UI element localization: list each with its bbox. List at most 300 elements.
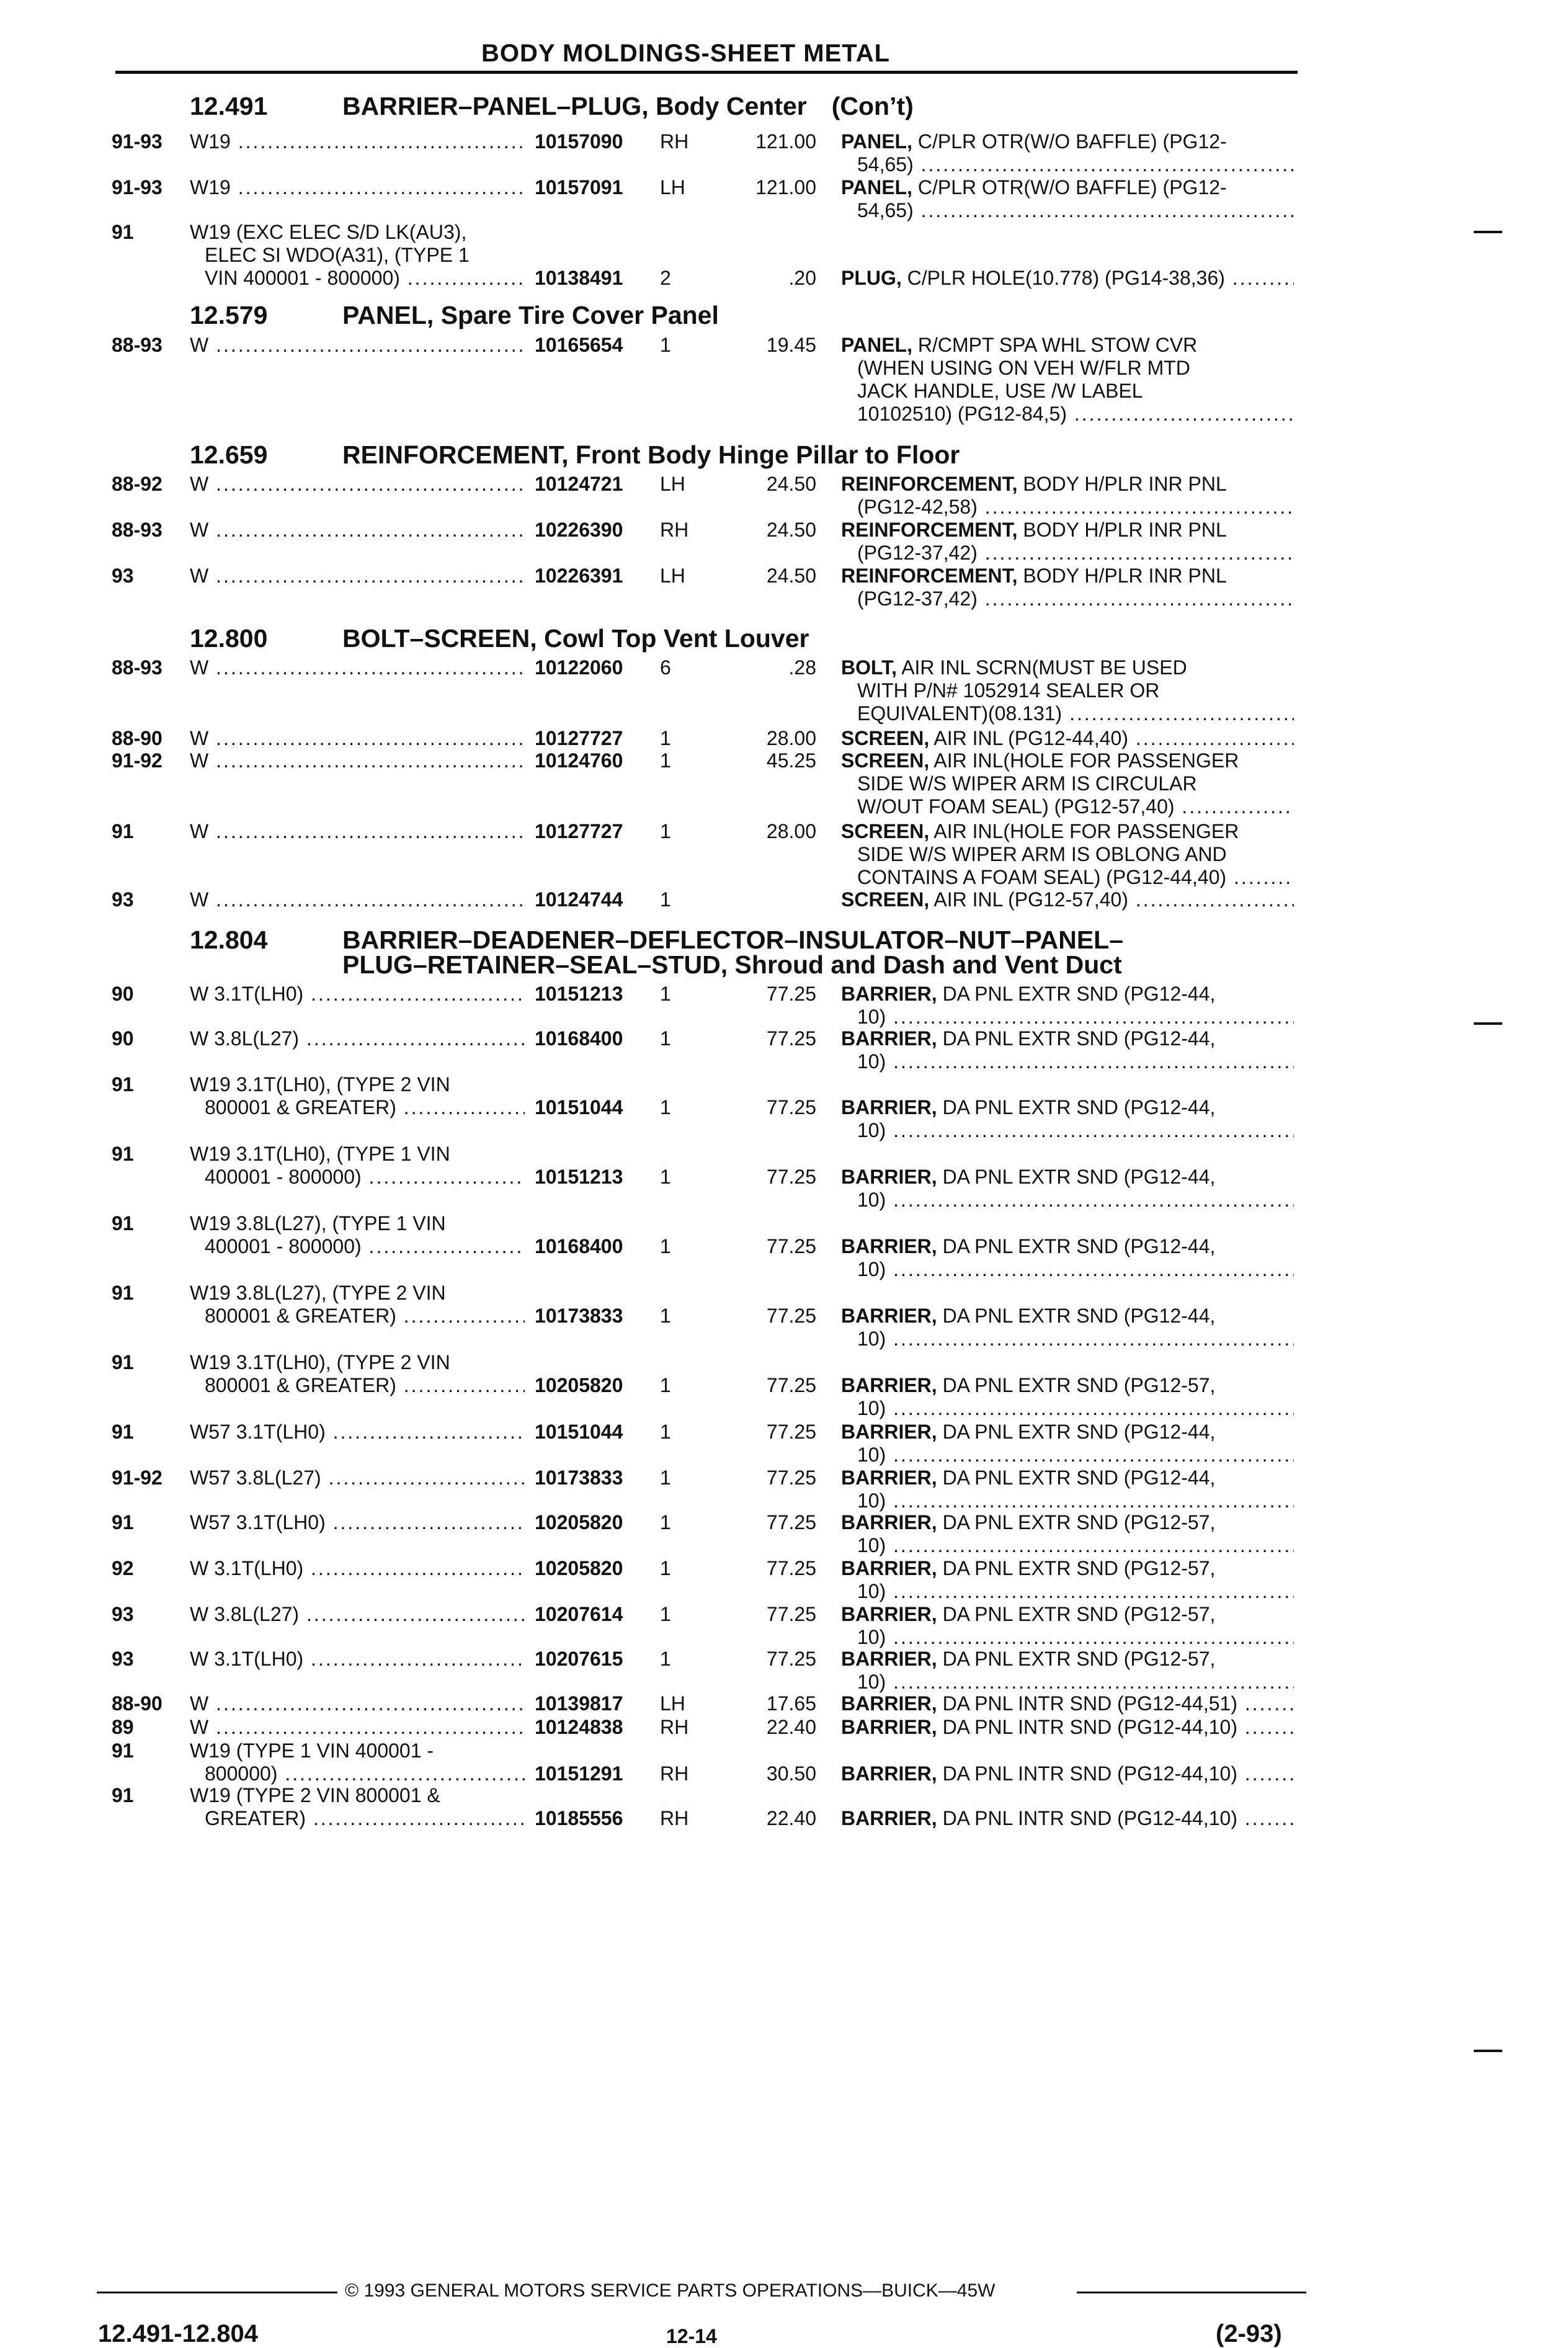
- quantity: LH: [660, 176, 685, 199]
- part-number: 10127727: [535, 727, 623, 749]
- model-line: W 3.1T(LH0) .....: [190, 983, 525, 1006]
- model-application: [190, 1282, 525, 1328]
- description-text: DA PNL EXTR SND (PG12-44,: [942, 1235, 1216, 1257]
- description-noun: BARRIER,: [841, 1807, 937, 1829]
- quantity: RH: [660, 1807, 689, 1829]
- quantity: 1: [660, 1511, 671, 1533]
- description-line: (WHEN USING ON VEH W/FLR MTD: [857, 357, 1190, 379]
- quantity: 6: [660, 656, 671, 679]
- description-line: 10) .....: [841, 1006, 1294, 1029]
- description-noun: PANEL,: [841, 334, 912, 356]
- model-years: 91: [112, 1784, 134, 1806]
- part-number: 10207614: [535, 1603, 623, 1625]
- model-line: W .....: [190, 888, 525, 911]
- model-application: [190, 334, 525, 357]
- model-years: 89: [112, 1716, 134, 1738]
- model-application: [190, 176, 525, 199]
- model-years: 93: [112, 565, 134, 587]
- quantity: RH: [660, 519, 689, 541]
- quantity: RH: [660, 1762, 689, 1785]
- price: 77.25: [766, 1166, 816, 1188]
- description-text: DA PNL EXTR SND (PG12-57,: [942, 1648, 1216, 1670]
- price: 77.25: [766, 1235, 816, 1257]
- model-line: W 3.8L(L27) .....: [190, 1603, 525, 1626]
- description-line: W/OUT FOAM SEAL) (PG12-57,40) .....: [841, 795, 1294, 818]
- quantity: 1: [660, 749, 671, 772]
- part-number: 10151044: [535, 1096, 623, 1118]
- description-line: [841, 1648, 1294, 1671]
- quantity: LH: [660, 1692, 685, 1715]
- description-line: [841, 267, 1294, 290]
- quantity: 1: [660, 1421, 671, 1443]
- price: 77.25: [766, 1421, 816, 1443]
- price: 77.25: [766, 983, 816, 1005]
- description-text: DA PNL EXTR SND (PG12-57,: [942, 1374, 1216, 1396]
- model-application: [190, 1212, 525, 1258]
- quantity: 1: [660, 1235, 671, 1257]
- description-noun: REINFORCEMENT,: [841, 565, 1018, 587]
- description-noun: REINFORCEMENT,: [841, 519, 1018, 541]
- part-description: [841, 267, 1294, 290]
- description-line: [841, 1603, 1294, 1626]
- part-description: [841, 176, 1294, 222]
- description-line: 10) .....: [841, 1328, 1294, 1350]
- part-description: [841, 1692, 1294, 1715]
- model-line: W .....: [190, 820, 525, 843]
- part-number: 10124744: [535, 888, 623, 911]
- footer-page-number: 12-14: [666, 2325, 717, 2347]
- footer-section-range: 12.491-12.804: [98, 2320, 259, 2347]
- description-text: AIR INL(HOLE FOR PASSENGER: [933, 820, 1239, 842]
- part-description: [841, 1807, 1294, 1830]
- model-line: W .....: [190, 656, 525, 679]
- description-noun: BARRIER,: [841, 1511, 937, 1533]
- model-line: W .....: [190, 749, 525, 772]
- description-line: [841, 334, 1294, 357]
- section-title: PANEL, Spare Tire Cover Panel: [342, 301, 719, 329]
- description-line: [841, 1807, 1294, 1830]
- description-text: DA PNL EXTR SND (PG12-44,: [942, 1421, 1216, 1443]
- footer-rule-right: [1077, 2292, 1306, 2293]
- model-application: [190, 1692, 525, 1715]
- model-line: W .....: [190, 334, 525, 357]
- model-application: [190, 1784, 525, 1830]
- part-number: 10168400: [535, 1027, 623, 1050]
- model-years: 91: [112, 1212, 134, 1234]
- part-number: 10138491: [535, 267, 623, 289]
- margin-mark: [1474, 2050, 1502, 2052]
- model-application: [190, 1351, 525, 1397]
- description-noun: BARRIER,: [841, 1421, 937, 1443]
- part-description: [841, 1027, 1294, 1073]
- description-text: DA PNL INTR SND (PG12-44,10): [942, 1716, 1237, 1738]
- description-line: 10) .....: [841, 1580, 1294, 1603]
- model-years: 91: [112, 221, 134, 243]
- price: 24.50: [766, 473, 816, 495]
- description-noun: PANEL,: [841, 130, 912, 153]
- quantity: 1: [660, 1557, 671, 1579]
- section-heading: [190, 624, 809, 653]
- price: 24.50: [766, 565, 816, 587]
- model-years: 93: [112, 1648, 134, 1670]
- description-line: JACK HANDLE, USE /W LABEL: [857, 380, 1143, 402]
- section-continued: (Con’t): [831, 92, 914, 120]
- description-line: 54,65) .....: [841, 199, 1294, 222]
- price: 45.25: [766, 749, 816, 772]
- quantity: RH: [660, 1716, 689, 1738]
- part-number: 10122060: [535, 656, 623, 679]
- model-years: 91: [112, 1421, 134, 1443]
- description-line: [841, 820, 1294, 843]
- model-years: 91-93: [112, 176, 163, 199]
- model-line: W .....: [190, 727, 525, 750]
- model-years: 88-93: [112, 656, 163, 679]
- part-number: 10127727: [535, 820, 623, 842]
- price: 19.45: [766, 334, 816, 356]
- description-line: (PG12-42,58) .....: [841, 496, 1294, 519]
- model-years: 90: [112, 1027, 134, 1050]
- model-years: 91: [112, 1739, 134, 1762]
- part-description: [841, 130, 1294, 176]
- price: 77.25: [766, 1466, 816, 1489]
- model-application: [190, 130, 525, 153]
- model-years: 91-93: [112, 130, 163, 153]
- model-application: [190, 1466, 525, 1489]
- description-line: [841, 1692, 1294, 1715]
- model-years: 93: [112, 888, 134, 911]
- model-application: [190, 473, 525, 496]
- part-description: [841, 656, 1294, 725]
- model-line: W .....: [190, 1716, 525, 1739]
- part-description: [841, 727, 1294, 750]
- description-line: SIDE W/S WIPER ARM IS CIRCULAR: [857, 772, 1197, 795]
- price: 121.00: [755, 176, 816, 199]
- part-description: [841, 1305, 1294, 1350]
- page-title: BODY MOLDINGS-SHEET METAL: [481, 40, 891, 67]
- description-line: [841, 749, 1294, 772]
- section-number: 12.804: [190, 926, 268, 954]
- model-line: 800001 & GREATER) .....: [190, 1374, 525, 1397]
- description-line: [841, 888, 1294, 911]
- part-number: 10226391: [535, 565, 623, 587]
- model-application: [190, 519, 525, 542]
- model-line: W19 .....: [190, 130, 525, 153]
- description-text: DA PNL EXTR SND (PG12-57,: [942, 1603, 1216, 1625]
- description-noun: SCREEN,: [841, 820, 930, 842]
- description-text: AIR INL(HOLE FOR PASSENGER: [933, 749, 1239, 772]
- part-description: [841, 888, 1294, 911]
- model-years: 88-93: [112, 519, 163, 541]
- part-description: [841, 749, 1294, 818]
- description-noun: BARRIER,: [841, 1096, 937, 1118]
- price: 77.25: [766, 1096, 816, 1118]
- part-number: 10205820: [535, 1511, 623, 1533]
- description-line: 54,65) .....: [841, 153, 1294, 176]
- part-number: 10207615: [535, 1648, 623, 1670]
- description-noun: BARRIER,: [841, 1603, 937, 1625]
- margin-mark: [1474, 231, 1502, 233]
- description-noun: BARRIER,: [841, 983, 937, 1005]
- model-line: 400001 - 800000) .....: [190, 1166, 525, 1189]
- model-line: W19 3.1T(LH0), (TYPE 1 VIN: [190, 1143, 450, 1165]
- description-line: CONTAINS A FOAM SEAL) (PG12-44,40) .....: [841, 866, 1294, 889]
- section-number: 12.491: [190, 92, 268, 120]
- description-text: DA PNL INTR SND (PG12-44,51): [942, 1692, 1237, 1715]
- model-years: 91: [112, 1511, 134, 1533]
- quantity: 1: [660, 1648, 671, 1670]
- quantity: LH: [660, 565, 685, 587]
- section-title: REINFORCEMENT, Front Body Hinge Pillar to Floor: [342, 440, 960, 469]
- model-years: 88-90: [112, 1692, 163, 1715]
- model-line: W19 (TYPE 1 VIN 400001 -: [190, 1739, 434, 1762]
- part-number: 10165654: [535, 334, 623, 356]
- description-line: [841, 1305, 1294, 1328]
- model-line: 400001 - 800000) .....: [190, 1235, 525, 1258]
- model-line: 800000) .....: [190, 1762, 525, 1785]
- description-line: [841, 130, 1294, 153]
- model-years: 91: [112, 1073, 134, 1096]
- model-application: [190, 1557, 525, 1580]
- price: 77.25: [766, 1648, 816, 1670]
- part-description: [841, 1603, 1294, 1649]
- part-number: 10185556: [535, 1807, 623, 1829]
- description-line: 10) .....: [841, 1671, 1294, 1694]
- model-line: W19 (EXC ELEC S/D LK(AU3),: [190, 221, 467, 243]
- description-text: C/PLR OTR(W/O BAFFLE) (PG12-: [917, 176, 1227, 199]
- description-noun: BARRIER,: [841, 1716, 937, 1738]
- part-number: 10151213: [535, 983, 623, 1005]
- model-application: [190, 820, 525, 843]
- description-line: WITH P/N# 1052914 SEALER OR: [857, 679, 1160, 702]
- quantity: 1: [660, 983, 671, 1005]
- model-application: [190, 221, 525, 290]
- price: .28: [788, 656, 816, 679]
- description-line: [841, 1421, 1294, 1444]
- model-line: W57 3.8L(L27) .....: [190, 1466, 525, 1489]
- description-text: DA PNL INTR SND (PG12-44,10): [942, 1807, 1237, 1829]
- model-years: 88-93: [112, 334, 163, 356]
- model-application: [190, 983, 525, 1006]
- quantity: 1: [660, 1305, 671, 1327]
- margin-mark: [1474, 1022, 1502, 1025]
- description-text: AIR INL (PG12-57,40): [933, 888, 1128, 911]
- description-noun: BARRIER,: [841, 1166, 937, 1188]
- price: 77.25: [766, 1603, 816, 1625]
- description-text: DA PNL EXTR SND (PG12-44,: [942, 1466, 1216, 1489]
- price: 22.40: [766, 1716, 816, 1738]
- section-title-line1: BARRIER–DEADENER–DEFLECTOR–INSULATOR–NUT–PANEL–: [342, 926, 1124, 954]
- quantity: 1: [660, 1374, 671, 1396]
- price: 30.50: [766, 1762, 816, 1785]
- description-line: [841, 1027, 1294, 1050]
- model-application: [190, 749, 525, 772]
- quantity: 1: [660, 1096, 671, 1118]
- description-text: DA PNL INTR SND (PG12-44,10): [942, 1762, 1237, 1785]
- part-number: 10151213: [535, 1166, 623, 1188]
- model-application: [190, 727, 525, 750]
- part-description: [841, 1716, 1294, 1739]
- description-line: [841, 1557, 1294, 1580]
- description-noun: BARRIER,: [841, 1692, 937, 1715]
- model-line: W19 (TYPE 2 VIN 800001 &: [190, 1784, 440, 1806]
- description-noun: BARRIER,: [841, 1235, 937, 1257]
- price: 28.00: [766, 727, 816, 749]
- footer-rule-left: [97, 2292, 337, 2293]
- price: .20: [788, 267, 816, 289]
- model-line: W57 3.1T(LH0) .....: [190, 1511, 525, 1534]
- part-description: [841, 1557, 1294, 1603]
- part-number: 10226390: [535, 519, 623, 541]
- part-description: [841, 820, 1294, 889]
- model-line: W19 3.1T(LH0), (TYPE 2 VIN: [190, 1351, 450, 1373]
- section-number: 12.579: [190, 301, 268, 329]
- quantity: 1: [660, 334, 671, 356]
- description-text: C/PLR OTR(W/O BAFFLE) (PG12-: [917, 130, 1227, 153]
- model-years: 88-92: [112, 473, 163, 495]
- quantity: 1: [660, 888, 671, 911]
- price: 77.25: [766, 1374, 816, 1396]
- model-application: [190, 1027, 525, 1050]
- quantity: 1: [660, 1166, 671, 1188]
- part-description: [841, 473, 1294, 519]
- part-description: [841, 565, 1294, 610]
- section-heading-continuation: [342, 950, 1122, 980]
- description-noun: SCREEN,: [841, 888, 930, 911]
- price: 77.25: [766, 1557, 816, 1579]
- model-line: W 3.1T(LH0) .....: [190, 1557, 525, 1580]
- part-description: [841, 1421, 1294, 1466]
- part-description: [841, 983, 1294, 1029]
- model-line: W57 3.1T(LH0) .....: [190, 1421, 525, 1444]
- model-line: W19 3.1T(LH0), (TYPE 2 VIN: [190, 1073, 450, 1096]
- model-line: W .....: [190, 565, 525, 587]
- model-line: W .....: [190, 1692, 525, 1715]
- header-rule: [115, 71, 1298, 74]
- model-line: W 3.1T(LH0) .....: [190, 1648, 525, 1671]
- part-description: [841, 1096, 1294, 1142]
- model-years: 91: [112, 1351, 134, 1373]
- description-text: C/PLR HOLE(10.778) (PG14-38,36): [907, 267, 1225, 289]
- description-line: 10102510) (PG12-84,5) .....: [841, 403, 1294, 426]
- footer-date: (2-93): [1216, 2320, 1282, 2347]
- description-noun: BARRIER,: [841, 1305, 937, 1327]
- model-application: [190, 1143, 525, 1189]
- section-title: BOLT–SCREEN, Cowl Top Vent Louver: [342, 624, 809, 653]
- section-heading: [190, 301, 719, 330]
- price: 28.00: [766, 820, 816, 842]
- part-description: [841, 1374, 1294, 1420]
- part-description: [841, 334, 1294, 426]
- price: 77.25: [766, 1511, 816, 1533]
- description-text: AIR INL (PG12-44,40): [933, 727, 1128, 749]
- part-number: 10124760: [535, 749, 623, 772]
- description-line: 10) .....: [841, 1397, 1294, 1420]
- description-text: DA PNL EXTR SND (PG12-44,: [942, 1096, 1216, 1118]
- description-noun: BARRIER,: [841, 1027, 937, 1050]
- model-line: W .....: [190, 519, 525, 542]
- description-line: [841, 1762, 1294, 1785]
- part-number: 10124838: [535, 1716, 623, 1738]
- description-text: AIR INL SCRN(MUST BE USED: [901, 656, 1187, 679]
- description-noun: BARRIER,: [841, 1648, 937, 1670]
- price: 77.25: [766, 1305, 816, 1327]
- model-line: W19 3.8L(L27), (TYPE 1 VIN: [190, 1212, 446, 1234]
- description-noun: PLUG,: [841, 267, 902, 289]
- description-line: 10) .....: [841, 1189, 1294, 1212]
- model-line: VIN 400001 - 800000) .....: [190, 267, 525, 290]
- description-text: BODY H/PLR INR PNL: [1023, 519, 1227, 541]
- section-heading: [190, 92, 914, 121]
- model-years: 93: [112, 1603, 134, 1625]
- description-text: DA PNL EXTR SND (PG12-57,: [942, 1557, 1216, 1579]
- description-line: [841, 473, 1294, 496]
- description-line: [841, 1716, 1294, 1739]
- section-title-line2: PLUG–RETAINER–SEAL–STUD, Shroud and Dash and Vent Duct: [342, 950, 1122, 979]
- part-description: [841, 1511, 1294, 1557]
- description-noun: BARRIER,: [841, 1557, 937, 1579]
- description-line: [841, 1096, 1294, 1119]
- model-line: ELEC SI WDO(A31), (TYPE 1: [205, 244, 470, 266]
- price: 17.65: [766, 1692, 816, 1715]
- quantity: 1: [660, 727, 671, 749]
- description-text: DA PNL EXTR SND (PG12-57,: [942, 1511, 1216, 1533]
- section-number: 12.659: [190, 440, 268, 469]
- description-text: DA PNL EXTR SND (PG12-44,: [942, 1166, 1216, 1188]
- model-application: [190, 1073, 525, 1119]
- description-line: SIDE W/S WIPER ARM IS OBLONG AND: [857, 843, 1227, 865]
- section-heading: [190, 440, 960, 470]
- description-line: [841, 1511, 1294, 1534]
- description-text: BODY H/PLR INR PNL: [1023, 473, 1227, 495]
- description-line: 10) .....: [841, 1050, 1294, 1073]
- model-years: 91-92: [112, 1466, 163, 1489]
- part-number: 10139817: [535, 1692, 623, 1715]
- description-noun: SCREEN,: [841, 727, 930, 749]
- description-line: 10) .....: [841, 1258, 1294, 1281]
- description-noun: SCREEN,: [841, 749, 930, 772]
- description-line: (PG12-37,42) .....: [841, 587, 1294, 610]
- description-line: [841, 983, 1294, 1006]
- part-number: 10151044: [535, 1421, 623, 1443]
- model-application: [190, 1739, 525, 1785]
- section-title: BARRIER–PANEL–PLUG, Body Center: [342, 92, 807, 120]
- part-number: 10151291: [535, 1762, 623, 1785]
- description-line: [841, 519, 1294, 542]
- description-line: (PG12-37,42) .....: [841, 542, 1294, 565]
- model-application: [190, 1716, 525, 1739]
- part-number: 10157091: [535, 176, 623, 199]
- description-noun: BARRIER,: [841, 1466, 937, 1489]
- model-years: 92: [112, 1557, 134, 1579]
- part-number: 10205820: [535, 1557, 623, 1579]
- description-noun: BARRIER,: [841, 1762, 937, 1785]
- quantity: 1: [660, 820, 671, 842]
- price: 121.00: [755, 130, 816, 153]
- model-application: [190, 1603, 525, 1626]
- part-description: [841, 1648, 1294, 1694]
- model-years: 90: [112, 983, 134, 1005]
- footer-copyright: © 1993 GENERAL MOTORS SERVICE PARTS OPERATIONS—BUICK—45W: [345, 2280, 996, 2301]
- description-line: 10) .....: [841, 1119, 1294, 1142]
- model-line: GREATER) .....: [190, 1807, 525, 1830]
- part-number: 10173833: [535, 1305, 623, 1327]
- price: 24.50: [766, 519, 816, 541]
- quantity: LH: [660, 473, 685, 495]
- model-application: [190, 888, 525, 911]
- description-noun: PANEL,: [841, 176, 912, 199]
- description-line: EQUIVALENT)(08.131) .....: [841, 702, 1294, 725]
- price: 77.25: [766, 1027, 816, 1050]
